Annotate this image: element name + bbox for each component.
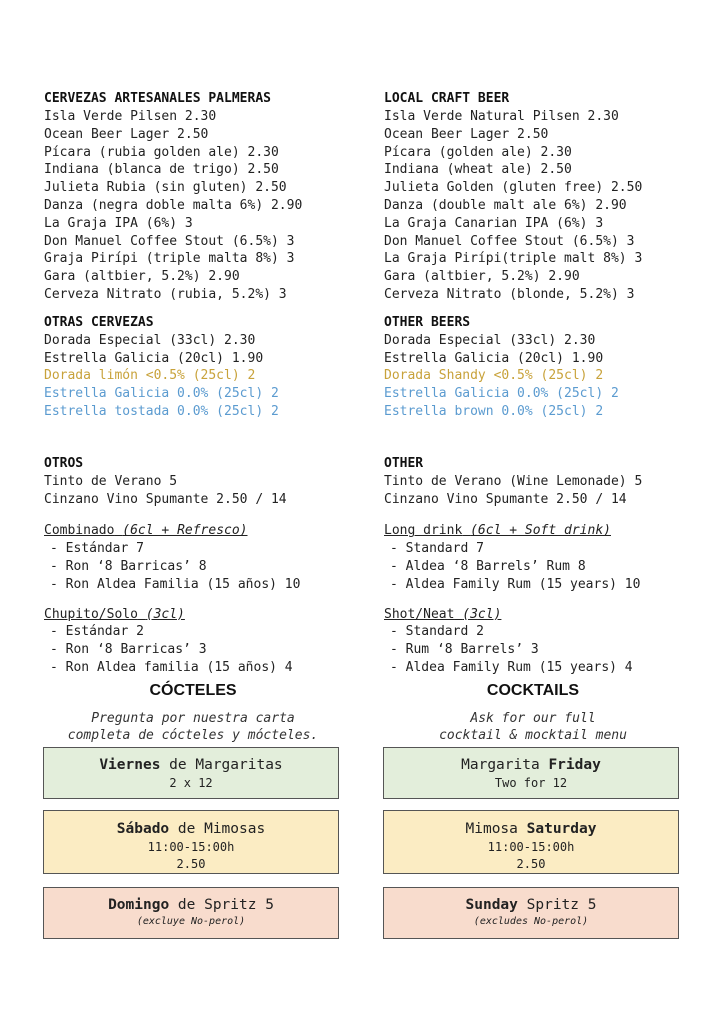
menu-item: - Standard 2: [390, 624, 484, 640]
promo-name: Margarita: [461, 757, 549, 773]
promo-name: de Spritz 5: [169, 897, 274, 913]
section-title: CERVEZAS ARTESANALES PALMERAS: [44, 91, 271, 106]
promo-detail: (excludes No-perol): [473, 916, 589, 927]
promo-name: de Mimosas: [169, 821, 266, 837]
menu-item: Ocean Beer Lager 2.50: [384, 126, 549, 142]
shot-section: [44, 606, 364, 677]
menu-item-nonalcoholic: Estrella Galicia 0.0% (25cl) 2: [44, 386, 279, 402]
promo-box-friday: [43, 747, 339, 799]
menu-item-nonalcoholic: Estrella tostada 0.0% (25cl) 2: [44, 403, 279, 419]
menu-item: Estrella Galicia (20cl) 1.90: [384, 350, 604, 366]
other-beers-section: [384, 314, 704, 421]
menu-item: - Estándar 7: [50, 541, 144, 557]
promo-detail: 11:00-15:00h: [487, 840, 575, 854]
promo-detail: 2 x 12: [169, 776, 213, 790]
menu-item: - Aldea Family Rum (15 years) 10: [390, 576, 641, 592]
menu-item: Pícara (rubia golden ale) 2.30: [44, 144, 279, 160]
menu-item: Cinzano Vino Spumante 2.50 / 14: [384, 491, 627, 507]
promo-title: [384, 895, 678, 915]
menu-item-nonalcoholic: Estrella brown 0.0% (25cl) 2: [384, 403, 604, 419]
menu-item: Dorada Especial (33cl) 2.30: [384, 332, 596, 348]
promo-detail: 11:00-15:00h: [147, 840, 235, 854]
subsection-note: (3cl): [462, 606, 502, 622]
menu-item: - Standard 7: [390, 541, 484, 557]
promo-title: [44, 755, 338, 775]
promo-day: Sábado: [116, 821, 170, 837]
promo-price: 2.50: [176, 857, 206, 871]
cocktails-en: [383, 682, 683, 744]
cocktails-title: CÓCTELES: [149, 682, 237, 699]
promo-day: Saturday: [526, 821, 597, 837]
subsection-title: [44, 522, 364, 540]
menu-item-nonalcoholic: Dorada limón <0.5% (25cl) 2: [44, 368, 256, 384]
menu-item: - Ron ‘8 Barricas’ 3: [50, 642, 207, 658]
section-title: LOCAL CRAFT BEER: [384, 91, 510, 106]
promo-title: [384, 819, 678, 839]
section-title: OTRAS CERVEZAS: [44, 314, 154, 330]
section-title: OTROS: [44, 455, 84, 471]
cocktails-note: Ask for our full: [470, 711, 596, 726]
subsection-note: (3cl): [145, 606, 185, 622]
others-section: [384, 455, 704, 509]
promo-day: Viernes: [99, 757, 161, 773]
menu-item: Indiana (wheat ale) 2.50: [384, 162, 572, 178]
menu-item: Tinto de Verano 5: [44, 473, 178, 489]
spanish-column: [44, 90, 364, 677]
menu-item: Gara (altbier, 5.2%) 2.90: [384, 269, 580, 285]
menu-item: Graja Pirípi (triple malta 8%) 3: [44, 251, 295, 267]
promo-title: [44, 895, 338, 915]
promo-detail: Two for 12: [494, 776, 568, 790]
menu-item: Cerveza Nitrato (blonde, 5.2%) 3: [384, 286, 635, 302]
menu-item: Don Manuel Coffee Stout (6.5%) 3: [384, 233, 635, 249]
shot-section: [384, 606, 704, 677]
subsection-label: Long drink: [384, 523, 463, 539]
section-title: OTHER BEERS: [384, 314, 471, 330]
menu-item: Dorada Especial (33cl) 2.30: [44, 332, 256, 348]
promo-price: 2.50: [516, 857, 546, 871]
menu-item-nonalcoholic: Dorada Shandy <0.5% (25cl) 2: [384, 368, 604, 384]
cocktails-es: [43, 682, 343, 744]
promo-name: Spritz 5: [517, 897, 597, 913]
menu-item: Tinto de Verano (Wine Lemonade) 5: [384, 473, 643, 489]
cocktails-note: Pregunta por nuestra carta: [91, 711, 295, 726]
subsection-note: (6cl + Soft drink): [470, 523, 611, 539]
subsection-label: Combinado: [44, 523, 115, 539]
menu-item: Isla Verde Natural Pilsen 2.30: [384, 109, 619, 124]
promo-box-friday: [383, 747, 679, 799]
menu-item: Indiana (blanca de trigo) 2.50: [44, 162, 279, 178]
promo-title: [384, 755, 678, 775]
menu-item: La Graja Pirípi(triple malt 8%) 3: [384, 251, 643, 267]
promo-box-saturday: [43, 810, 339, 874]
menu-item: - Aldea ‘8 Barrels’ Rum 8: [390, 558, 586, 574]
menu-item: - Ron ‘8 Barricas’ 8: [50, 558, 207, 574]
menu-item-nonalcoholic: Estrella Galicia 0.0% (25cl) 2: [384, 386, 619, 402]
promo-name: Mimosa: [465, 821, 527, 837]
menu-item: Cinzano Vino Spumante 2.50 / 14: [44, 491, 287, 507]
menu-item: Cerveza Nitrato (rubia, 5.2%) 3: [44, 286, 287, 302]
menu-item: - Ron Aldea familia (15 años) 4: [50, 659, 293, 675]
subsection-label: Chupito/Solo: [44, 606, 138, 622]
promo-name: de Margaritas: [160, 757, 283, 773]
subsection-label: Shot/Neat: [384, 606, 455, 622]
subsection-note: (6cl + Refresco): [122, 523, 248, 539]
promo-box-saturday: [383, 810, 679, 874]
english-column: [384, 90, 704, 677]
combo-section: [44, 522, 364, 593]
promo-day: Sunday: [465, 897, 518, 913]
menu-item: Estrella Galicia (20cl) 1.90: [44, 350, 264, 366]
cocktails-title: COCKTAILS: [486, 682, 580, 699]
promo-day: Friday: [548, 757, 601, 773]
promo-day: Domingo: [108, 897, 170, 913]
menu-item: Pícara (golden ale) 2.30: [384, 144, 572, 160]
menu-item: Julieta Golden (gluten free) 2.50: [384, 180, 643, 196]
cocktails-note: cocktail & mocktail menu: [439, 728, 627, 743]
combo-section: [384, 522, 704, 593]
menu-item: Isla Verde Pilsen 2.30: [44, 109, 217, 124]
promo-title: [44, 819, 338, 839]
subsection-title: [44, 606, 364, 624]
menu-item: Julieta Rubia (sin gluten) 2.50: [44, 180, 287, 196]
menu-item: Gara (altbier, 5.2%) 2.90: [44, 269, 240, 285]
promo-box-sunday: [43, 887, 339, 939]
menu-item: - Rum ‘8 Barrels’ 3: [390, 642, 539, 658]
menu-item: Danza (double malt ale 6%) 2.90: [384, 197, 627, 213]
menu-item: - Ron Aldea Familia (15 años) 10: [50, 576, 301, 592]
menu-item: - Estándar 2: [50, 624, 144, 640]
menu-item: - Aldea Family Rum (15 years) 4: [390, 659, 633, 675]
craft-beer-section: [44, 90, 364, 304]
promo-box-sunday: [383, 887, 679, 939]
others-section: [44, 455, 364, 509]
subsection-title: [384, 606, 704, 624]
subsection-title: [384, 522, 704, 540]
section-title: OTHER: [384, 455, 424, 471]
menu-item: La Graja Canarian IPA (6%) 3: [384, 215, 604, 231]
menu-item: Danza (negra doble malta 6%) 2.90: [44, 197, 303, 213]
other-beers-section: [44, 314, 364, 421]
menu-item: Ocean Beer Lager 2.50: [44, 126, 209, 142]
cocktails-note: completa de cócteles y mócteles.: [67, 728, 319, 743]
craft-beer-section: [384, 90, 704, 304]
menu-item: La Graja IPA (6%) 3: [44, 215, 193, 231]
menu-item: Don Manuel Coffee Stout (6.5%) 3: [44, 233, 295, 249]
promo-detail: (excluye No-perol): [136, 916, 246, 927]
